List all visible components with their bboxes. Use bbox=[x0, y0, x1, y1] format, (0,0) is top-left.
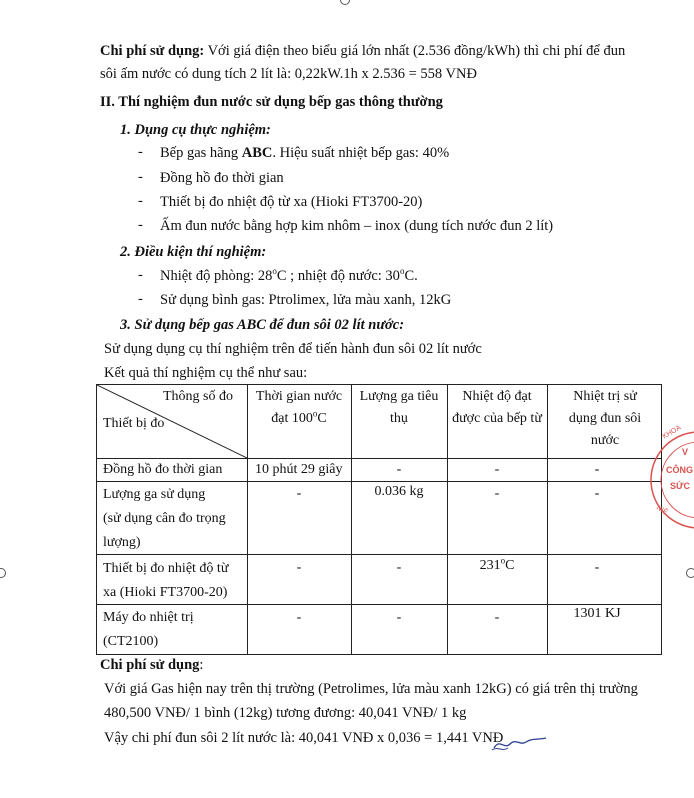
subsection-heading: 1. Dụng cụ thực nghiệm: bbox=[120, 122, 271, 138]
scan-hole bbox=[686, 568, 694, 578]
header-text: Thời gian nước bbox=[255, 389, 343, 404]
degree-sup: o bbox=[272, 266, 277, 277]
row3-temp bbox=[447, 555, 547, 577]
cost-paragraph-1-line2: sôi ấm nước có dung tích 2 lít là: 0,22kW.1h x 2.536 = 558 VNĐ bbox=[100, 66, 477, 82]
header-temp bbox=[447, 386, 547, 430]
list-item bbox=[160, 144, 449, 162]
text: 231 bbox=[479, 558, 501, 573]
header-text: nước bbox=[590, 433, 620, 448]
header-gas bbox=[351, 386, 447, 430]
list-item: Đồng hồ đo thời gian bbox=[160, 170, 284, 186]
row1-time: 10 phút 29 giây bbox=[255, 462, 343, 477]
row-name-text: xa (Hioki FT3700-20) bbox=[103, 585, 228, 600]
bullet-dash: - bbox=[138, 267, 143, 283]
header-time bbox=[247, 386, 351, 430]
row2-temp: - bbox=[494, 486, 500, 501]
list-item bbox=[160, 267, 418, 285]
paragraph: 480,500 VNĐ/ 1 bình (12kg) tương đương: 40,041 VNĐ/ 1 kg bbox=[104, 705, 467, 721]
stamp-text: V bbox=[682, 447, 689, 457]
results-table bbox=[96, 384, 662, 655]
paragraph: Kết quả thí nghiệm cụ thể như sau: bbox=[104, 365, 308, 381]
text: C bbox=[317, 411, 327, 426]
paragraph: Sử dụng dụng cụ thí nghiệm trên để tiến hành đun sôi 02 lít nước bbox=[104, 341, 482, 357]
row3-name bbox=[103, 557, 228, 605]
header-corner-top: Thông số đo bbox=[163, 389, 233, 404]
header-text: Nhiệt độ đạt bbox=[462, 389, 532, 404]
bullet-dash: - bbox=[138, 217, 143, 233]
section-heading: II. Thí nghiệm đun nước sử dụng bếp gas thông thường bbox=[100, 94, 443, 110]
official-stamp bbox=[644, 425, 694, 535]
row4-temp: - bbox=[494, 610, 500, 625]
row2-time: - bbox=[296, 486, 302, 501]
stamp-text: NIỆ bbox=[655, 504, 669, 517]
text: C. bbox=[404, 268, 418, 284]
row4-gas: - bbox=[396, 610, 402, 625]
header-text: được của bếp từ bbox=[452, 411, 542, 426]
text: đạt 100 bbox=[271, 411, 313, 426]
header-corner-bottom: Thiết bị đo bbox=[103, 416, 165, 431]
list-item-text: Bếp gas hãng bbox=[160, 145, 242, 161]
stamp-text: CÔNG bbox=[666, 465, 693, 475]
header-text bbox=[247, 408, 351, 430]
row-name-text: lượng) bbox=[103, 535, 141, 550]
row-name-text: Thiết bị đo nhiệt độ từ bbox=[103, 561, 229, 576]
list-item: Sử dụng bình gas: Ptrolimex, lửa màu xanh, 12kG bbox=[160, 292, 452, 308]
list-item: Thiết bị đo nhiệt độ từ xa (Hioki FT3700-20) bbox=[160, 194, 423, 210]
subsection-heading: 2. Điều kiện thí nghiệm: bbox=[120, 244, 267, 260]
row-name-text: Máy đo nhiệt trị bbox=[103, 610, 194, 625]
signature-mark bbox=[490, 734, 550, 754]
stamp-ring bbox=[644, 425, 694, 535]
list-item-text: . Hiệu suất nhiệt bếp gas: 40% bbox=[272, 145, 450, 161]
text: : bbox=[199, 657, 204, 673]
row-name-text: (sử dụng cân đo trọng bbox=[103, 511, 226, 526]
subsection-heading: 3. Sử dụng bếp gas ABC để đun sôi 02 lít nước: bbox=[120, 317, 405, 333]
degree-sup: o bbox=[312, 408, 318, 419]
scan-hole bbox=[0, 568, 6, 578]
degree-sup: o bbox=[399, 266, 405, 277]
row2-heat: - bbox=[594, 486, 600, 501]
row2-gas: 0.036 kg bbox=[374, 484, 424, 499]
scan-hole bbox=[340, 0, 350, 5]
stamp-text: KHOA bbox=[661, 425, 683, 441]
header-text: dụng đun sôi bbox=[568, 411, 642, 426]
row-name-text: Lượng ga sử dụng bbox=[103, 487, 206, 502]
row4-heat: 1301 KJ bbox=[573, 606, 621, 621]
header-text: thụ bbox=[390, 411, 408, 426]
cost-paragraph-1 bbox=[100, 42, 625, 60]
row3-heat: - bbox=[594, 560, 600, 575]
row1-name: Đồng hồ đo thời gian bbox=[103, 462, 223, 477]
text: C bbox=[505, 558, 515, 573]
list-item: Ấm đun nước bằng hợp kim nhôm – inox (dung tích nước đun 2 lít) bbox=[160, 218, 554, 234]
paragraph: Với giá Gas hiện nay trên thị trường (Petrolimes, lửa màu xanh 12kG) có giá trên thị trường bbox=[104, 681, 638, 697]
cost-label: Chi phí sử dụng: bbox=[100, 43, 205, 59]
row1-gas: - bbox=[396, 462, 402, 477]
cost-text: Với giá điện theo biểu giá lớn nhất (2.536 đồng/kWh) thì chi phí để đun bbox=[204, 43, 626, 59]
bullet-dash: - bbox=[138, 169, 143, 185]
row4-time: - bbox=[296, 610, 302, 625]
header-text: Lượng ga tiêu bbox=[359, 389, 439, 404]
stamp-text: SỨC bbox=[670, 481, 690, 491]
row1-heat: - bbox=[594, 462, 600, 477]
bullet-dash: - bbox=[138, 193, 143, 209]
row3-time: - bbox=[296, 560, 302, 575]
cost-heading-2 bbox=[100, 656, 203, 674]
header-text: Nhiệt trị sử bbox=[573, 389, 637, 404]
row1-temp: - bbox=[494, 462, 500, 477]
text: C ; nhiệt độ nước: 30 bbox=[276, 268, 400, 284]
text: Nhiệt độ phòng: 28 bbox=[160, 268, 273, 284]
row-name-text: (CT2100) bbox=[103, 634, 159, 649]
bullet-dash: - bbox=[138, 291, 143, 307]
row3-gas: - bbox=[396, 560, 402, 575]
brand-name: ABC bbox=[241, 145, 273, 161]
degree-sup: o bbox=[500, 555, 506, 566]
row4-name bbox=[103, 606, 194, 654]
cost-label: Chi phí sử dụng bbox=[100, 657, 200, 673]
row2-name bbox=[103, 483, 226, 555]
paragraph: Vậy chi phí đun sôi 2 lít nước là: 40,041 VNĐ x 0,036 = 1,441 VNĐ bbox=[104, 730, 504, 746]
bullet-dash: - bbox=[138, 144, 143, 160]
